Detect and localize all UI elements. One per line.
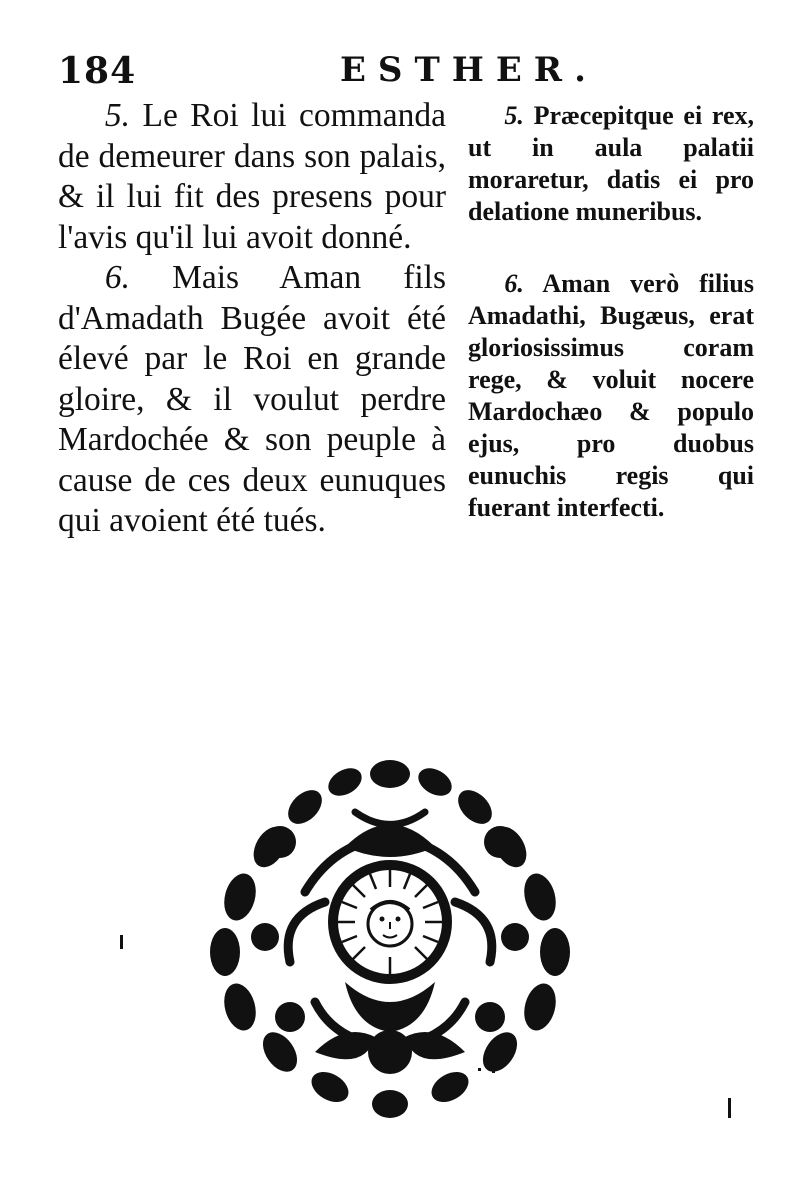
print-speck: [120, 935, 123, 949]
latin-verse-5: [468, 100, 754, 228]
french-verse-6: [58, 258, 446, 542]
cherub-face: [368, 902, 412, 946]
latin-verse-6: [468, 268, 754, 524]
running-title: ESTHER.: [340, 50, 598, 90]
page-header: [58, 50, 758, 98]
shell: [345, 825, 435, 858]
verse-number: 5.: [104, 97, 131, 134]
print-speck: [492, 1070, 495, 1073]
floral-cherub-fleuron-icon: [195, 752, 585, 1122]
verse-text: Aman verò filius Amadathi, Bugæus, erat gloriosissimus coram rege, & voluit nocere Mardochæo & populo ejus, pro duobus eunuchis regis qui fuerant interfecti.: [468, 269, 754, 522]
page-number: 184: [58, 50, 137, 92]
verse-text: Mais Aman fils d'Amadath Bugée avoit été élevé par le Roi en grande gloire, & il voulut perdre Mardochée & son peuple à cause de ces deux eunuques qui avoient été tués.: [58, 259, 447, 539]
french-column: [58, 96, 446, 542]
print-speck: [478, 1068, 481, 1071]
print-speck: [728, 1098, 731, 1118]
latin-column: [468, 100, 754, 524]
french-verse-5: [58, 96, 446, 258]
verse-text: Le Roi lui commanda de demeurer dans son palais, & il lui fit des presens pour l'avis qu'il lui avoit donné.: [58, 97, 446, 256]
verse-number: 5.: [504, 101, 524, 130]
verse-number: 6.: [104, 259, 131, 296]
verse-text: Præcepitque ei rex, ut in aula palatii moraretur, datis ei pro delatione muneribus.: [468, 101, 754, 226]
verse-number: 6.: [504, 269, 524, 298]
